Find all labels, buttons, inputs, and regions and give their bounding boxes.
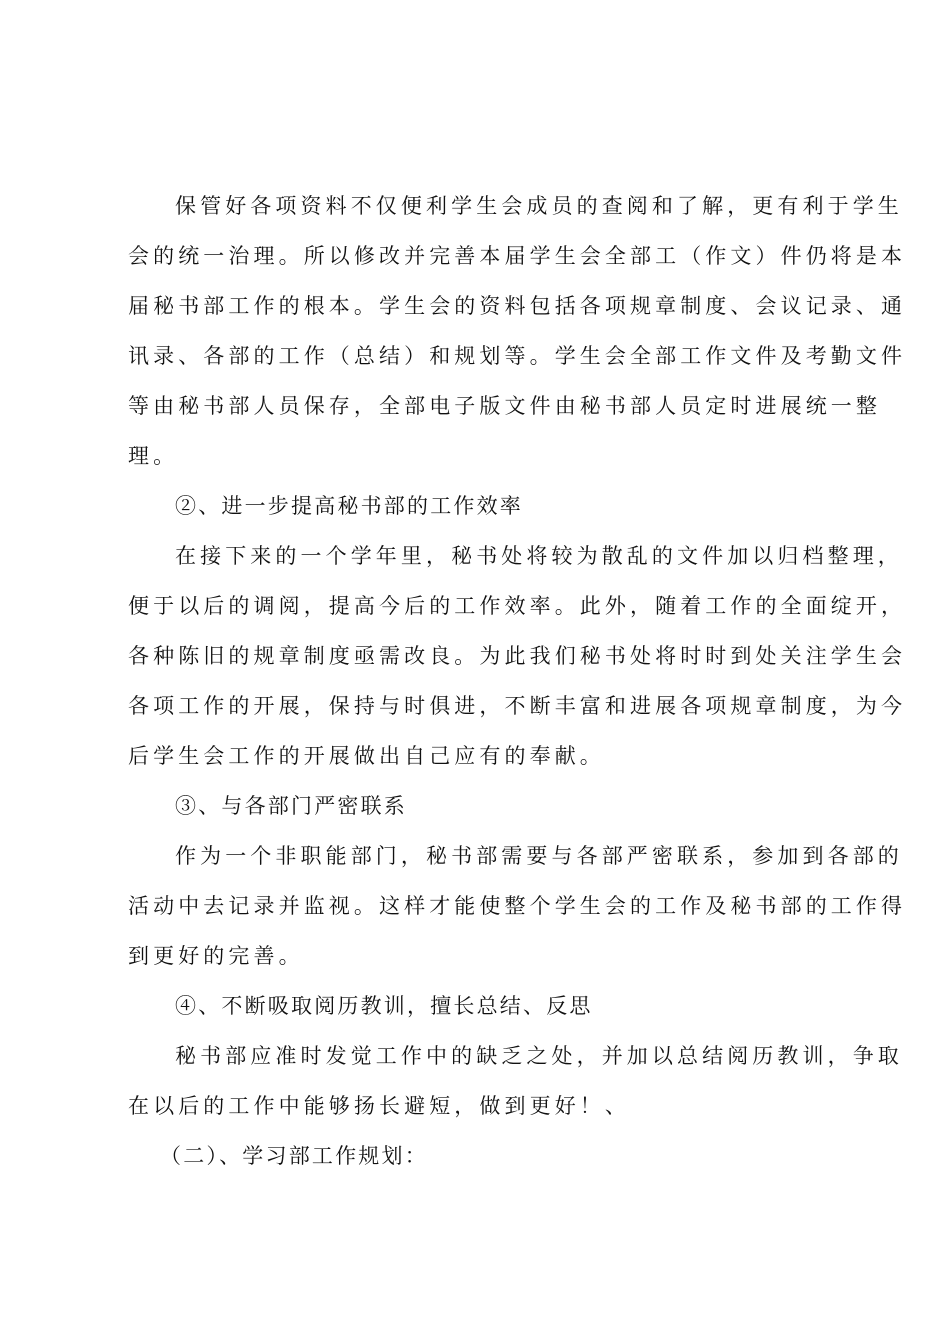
- subheading-4: ④、不断吸取阅历教训，擅长总结、反思: [175, 994, 593, 1018]
- paragraph-1-line-6: 理。: [128, 444, 179, 468]
- paragraph-3-line-2: 活动中去记录并监视。这样才能使整个学生会的工作及秘书部的工作得: [128, 894, 907, 918]
- paragraph-1-line-5: 等由秘书部人员保存，全部电子版文件由秘书部人员定时进展统一整: [128, 394, 881, 418]
- paragraph-2-line-5: 后学生会工作的开展做出自己应有的奉献。: [128, 744, 605, 768]
- paragraph-4-line-1: 秘书部应准时发觉工作中的缺乏之处，并加以总结阅历教训，争取: [175, 1044, 903, 1068]
- paragraph-1-line-3: 届秘书部工作的根本。学生会的资料包括各项规章制度、会议记录、通: [128, 294, 907, 318]
- paragraph-2-line-2: 便于以后的调阅，提高今后的工作效率。此外，随着工作的全面绽开，: [128, 594, 907, 618]
- paragraph-3-line-1: 作为一个非职能部门，秘书部需要与各部严密联系，参加到各部的: [175, 844, 903, 868]
- paragraph-2-line-3: 各种陈旧的规章制度亟需改良。为此我们秘书处将时时到处关注学生会: [128, 644, 907, 668]
- subheading-2: ②、进一步提高秘书部的工作效率: [175, 494, 523, 518]
- subheading-3: ③、与各部门严密联系: [175, 794, 407, 818]
- paragraph-3-line-3: 到更好的完善。: [128, 944, 304, 968]
- paragraph-1-line-1: 保管好各项资料不仅便利学生会成员的查阅和了解，更有利于学生: [175, 194, 903, 218]
- paragraph-4-line-2: 在以后的工作中能够扬长避短，做到更好！、: [128, 1094, 630, 1118]
- section-heading-study-department: （二）、学习部工作规划：: [160, 1144, 428, 1168]
- paragraph-2-line-4: 各项工作的开展，保持与时俱进，不断丰富和进展各项规章制度，为今: [128, 694, 907, 718]
- paragraph-2-line-1: 在接下来的一个学年里，秘书处将较为散乱的文件加以归档整理，: [175, 544, 903, 568]
- paragraph-1-line-2: 会的统一治理。所以修改并完善本届学生会全部工（作文）件仍将是本: [128, 244, 907, 268]
- paragraph-1-line-4: 讯录、各部的工作（总结）和规划等。学生会全部工作文件及考勤文件: [128, 344, 907, 368]
